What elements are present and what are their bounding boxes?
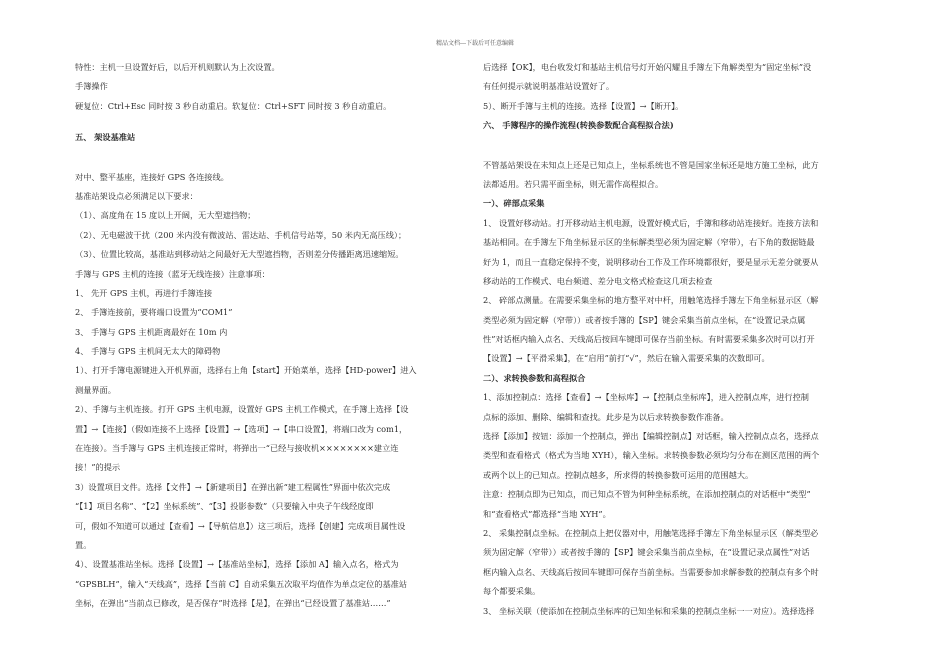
text-line: 置】→【连接】（假如连接不上选择【设置】→【选项】→【串口设置】，将端口改为 com1， — [75, 423, 408, 434]
text-line: 5）、断开手簿与主机的连接。选择【设置】→【断开】。 — [483, 100, 684, 111]
text-line: 2、 采集控制点坐标。在控制点上把仪器对中，用触笔选择手簿左下角坐标显示区（解类型必 — [483, 527, 819, 538]
text-line: 接！”的提示 — [75, 462, 121, 473]
text-line: 【设置】→【平滑采集】，在“启用”前打“√”，然后在输入需要采集的次数即可。 — [483, 353, 770, 364]
text-line: 1、 先开 GPS 主机，再进行手簿连接 — [75, 287, 213, 298]
text-line: 手簿操作 — [75, 81, 108, 92]
section-heading: 一）、碎部点采集 — [483, 198, 545, 209]
text-line: 3）设置项目文件。选择【文件】→【新建项目】在弹出新“建工程属性”界面中依次完成 — [75, 481, 391, 492]
text-line: 须为固定解（窄带））或者按手簿的【SP】键会采集当前点坐标，在“设置记录点属性”对话 — [483, 547, 810, 558]
text-line: 置。 — [75, 539, 92, 550]
text-line: 4、 手簿与 GPS 主机间无太大的障碍物 — [75, 346, 221, 357]
text-line: 在连接）。当手簿与 GPS 主机连接正常时，将弹出一“已经与接收机××××××××建立连 — [75, 443, 399, 454]
text-line: 3、 坐标关联（使添加在控制点坐标库的已知坐标和采集的控制点坐标一一对应）。选择选择 — [483, 605, 815, 616]
text-line: 2）、手簿与主机连接。打开 GPS 主机电源，设置好 GPS 主机工作模式，在手簿上选择【设 — [75, 404, 409, 415]
text-line: 基准站架设点必须满足以下要求： — [75, 190, 198, 201]
text-line: 手簿与 GPS 主机的连接（蓝牙无线连接）注意事项： — [75, 268, 270, 279]
text-line: 移动站的工作模式、电台频道、差分电文格式检查这几项去检查 — [483, 275, 713, 286]
paragraph-gap — [483, 136, 878, 156]
text-line: 2、 碎部点测量。在需要采集坐标的地方整平对中杆，用触笔选择手簿左下角坐标显示区（解 — [483, 295, 819, 306]
text-line: 注意：控制点即为已知点，而已知点不管为何种坐标系统，在添加控制点的对话框中“类型” — [483, 489, 811, 500]
text-line: 对中、整平基座，连接好 GPS 各连接线。 — [75, 171, 229, 182]
text-line: （3）、位置比较高，基准站到移动站之间最好无大型遮挡物，否则差分传播距离迅速缩短。 — [75, 249, 404, 260]
text-line: 1、添加控制点：选择【查看】→【坐标库】→【控制点坐标库】，进入控制点库，进行控制 — [483, 392, 809, 403]
text-line: 测量界面。 — [75, 384, 116, 395]
paragraph-gap — [75, 148, 467, 168]
text-line: 不管基站架设在未知点上还是已知点上，坐标系统也不管是国家坐标还是地方施工坐标，此方 — [483, 159, 819, 170]
text-line: 点标的添加、删除、编辑和查找。此步是为以后求转换参数作准备。 — [483, 411, 729, 422]
left-column — [75, 58, 467, 614]
right-column — [483, 58, 878, 621]
text-line: 选择【添加】按钮：添加一个控制点，弹出【编辑控制点】对话框，输入控制点点名，选择点 — [483, 431, 819, 442]
section-heading: 六、 手簿程序的操作流程(转换参数配合高程拟合法) — [483, 120, 674, 131]
text-line: 和“查看格式”都选择“当地 XYH”。 — [483, 508, 611, 519]
text-line: （2）、无电磁波干扰（200 米内没有微波站、雷达站、手机信号站等，50 米内无高压线）； — [75, 229, 407, 240]
text-line: “GPSBLH”，输入“天线高”，选择【当前 C】自动采集五次取平均值作为单点定位的基准站 — [75, 578, 408, 589]
text-line: 4）、设置基准站坐标。选择【设置】→【基准站坐标】，选择【添加 A】输入点名，格式为 — [75, 559, 399, 570]
text-line: 3、 手簿与 GPS 主机距离最好在 10m 内 — [75, 326, 228, 337]
text-line: 每个都要采集。 — [483, 586, 541, 597]
text-line: 可，假如不知道可以通过【查看】→【导航信息】）这三项后，选择【创建】完成项目属性设 — [75, 520, 406, 531]
text-line: 类型必须为固定解（窄带））或者按手簿的【SP】键会采集当前点坐标，在“设置记录点属 — [483, 314, 806, 325]
text-line: 硬复位：Ctrl+Esc 同时按 3 秒自动重启。软复位：Ctrl+SFT 同时按 3 秒自动重启。 — [75, 100, 392, 111]
text-line: 1）、打开手簿电源键进入开机界面，选择右上角【start】开始菜单，选择【HD-power】进入 — [75, 365, 417, 376]
text-line: “【1】项目名称”、“【2】坐标系统”、“【3】投影参数”（只要输入中央子午线经度即 — [75, 501, 374, 512]
paragraph-gap — [75, 116, 467, 128]
section-heading: 二）、求转换参数和高程拟合 — [483, 372, 586, 383]
text-line: 基站相同。在手簿左下角坐标显示区的坐标解类型必须为固定解（窄带），右下角的数据链最 — [483, 237, 815, 248]
text-line: 好为 1，而且一直稳定保持不变，说明移动台工作及工作环境都很好，要是显示无差分就要从 — [483, 256, 819, 267]
text-line: （1）、高度角在 15 度以上开阔，无大型遮挡物； — [75, 210, 256, 221]
text-line: 法都适用。若只需平面坐标，则无需作高程拟合。 — [483, 178, 664, 189]
page-header: 精品文档---下载后可任意编辑 — [435, 40, 515, 47]
text-line: 2、 手簿连接前，要将端口设置为“COM1” — [75, 307, 233, 318]
text-line: 框内输入点名、天线高后按回车键即可保存当前坐标。当需要参加求解参数的控制点有多个时 — [483, 566, 819, 577]
text-line: 后选择【OK】，电台收发灯和基站主机信号灯开始闪耀且手簿左下角解类型为“固定坐标”没 — [483, 62, 812, 72]
text-line: 类型和查看格式（格式为当地 XYH），输入坐标。求转换参数必须均匀分布在测区范围的两个 — [483, 450, 820, 461]
text-line: 特性：主机一旦设置好后，以后开机则默认为上次设置。 — [75, 62, 280, 72]
text-line: 1、 设置好移动站。打开移动站主机电源，设置好模式后，手簿和移动站连接好。连接方法和 — [483, 217, 819, 228]
text-line: 坐标，在弹出“当前点已修改，是否保存”时选择【是】，在弹出“已经设置了基准站……” — [75, 598, 391, 609]
section-heading: 五、 架设基准站 — [75, 132, 136, 143]
text-line: 或两个以上的已知点。控制点越多，所求得的转换参数可运用的范围越大。 — [483, 469, 754, 480]
text-line: 性”对话框内输入点名、天线高后按回车键即可保存当前坐标。有时需要采集多次时可以打开 — [483, 334, 815, 345]
text-line: 有任何提示就说明基准站设置好了。 — [483, 81, 615, 92]
